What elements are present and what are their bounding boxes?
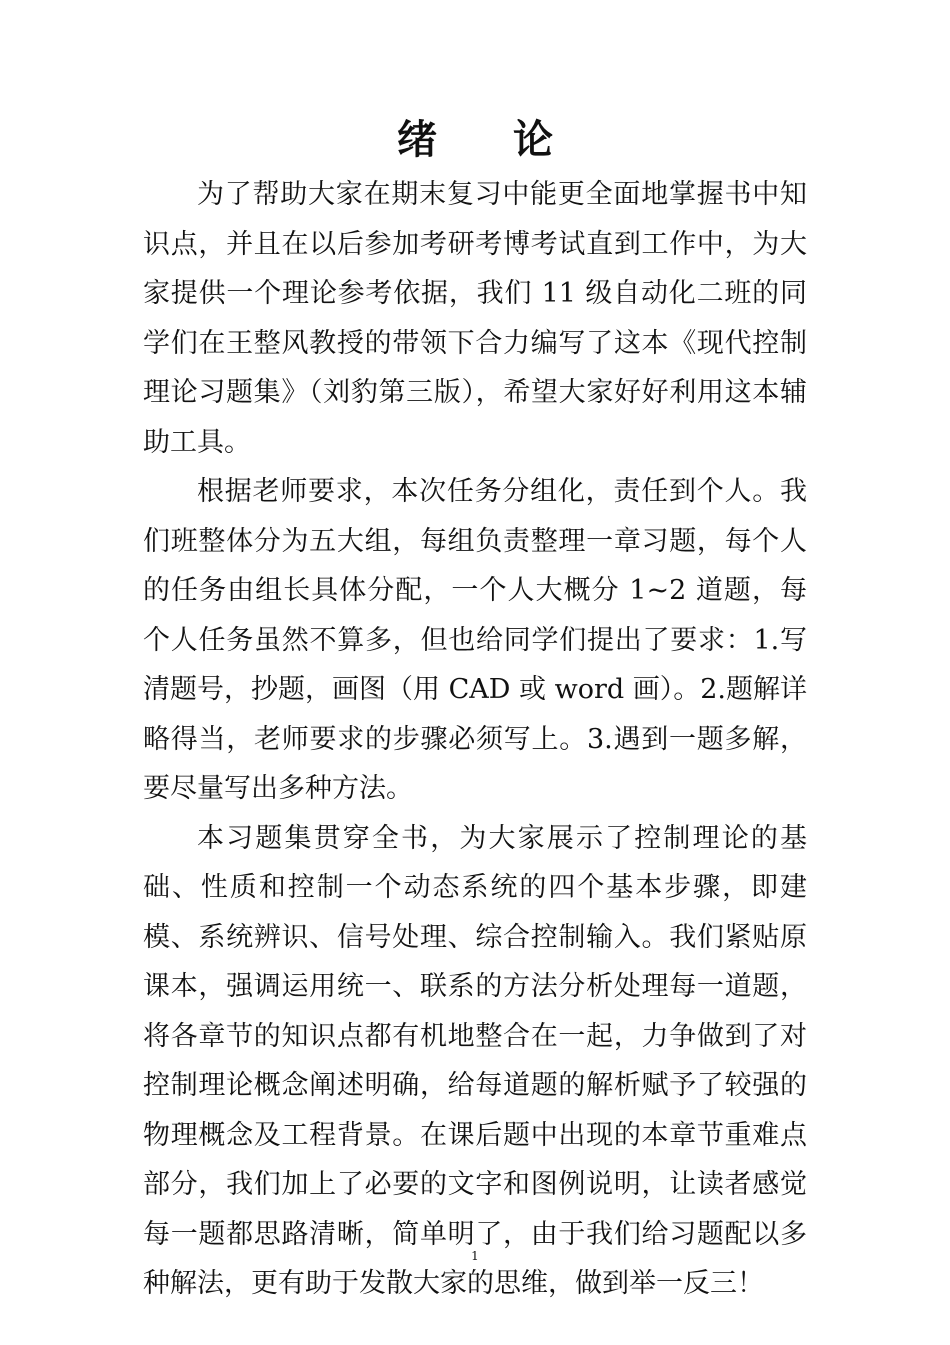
page-number: 1 (471, 1249, 479, 1263)
page-title: 绪论 (397, 116, 629, 163)
paragraph-3: 本习题集贯穿全书，为大家展示了控制理论的基础、性质和控制一个动态系统的四个基本步骤，即建模、系统辨识、信号处理、综合控制输入。我们紧贴原课本，强调运用统一、联系的方法分析处理每一道题，将各章节的知识点都有机地整合在一起，力争做到了对控制理论概念阐述明确，给每道题的解析赋予了较强的物理概念及工程背景。在课后题中出现的本章节重难点部分，我们加上了必要的文字和图例说明，让读者感觉每一题都思路清晰，简单明了，由于我们给习题配以多种解法，更有助于发散大家的思维，做到举一反三！ (143, 822, 807, 1299)
document-body (143, 170, 807, 1309)
paragraph-1: 为了帮助大家在期末复习中能更全面地掌握书中知识点，并且在以后参加考研考博考试直到工作中，为大家提供一个理论参考依据，我们 11 级自动化二班的同学们在王整风教授的带领下合力编写了这本《现代控制理论习题集》（刘豹第三版），希望大家好好利用这本辅助工具。 (143, 179, 807, 458)
paragraph-2: 根据老师要求，本次任务分组化，责任到个人。我们班整体分为五大组，每组负责整理一章习题，每个人的任务由组长具体分配，一个人大概分 1~2 道题，每个人任务虽然不算多，但也给同学们提出了要求：1.写清题号，抄题，画图（用 CAD 或 word 画）。2.题解详略得当，老师要求的步骤必须写上。3.遇到一题多解，要尽量写出多种方法。 (143, 476, 807, 804)
